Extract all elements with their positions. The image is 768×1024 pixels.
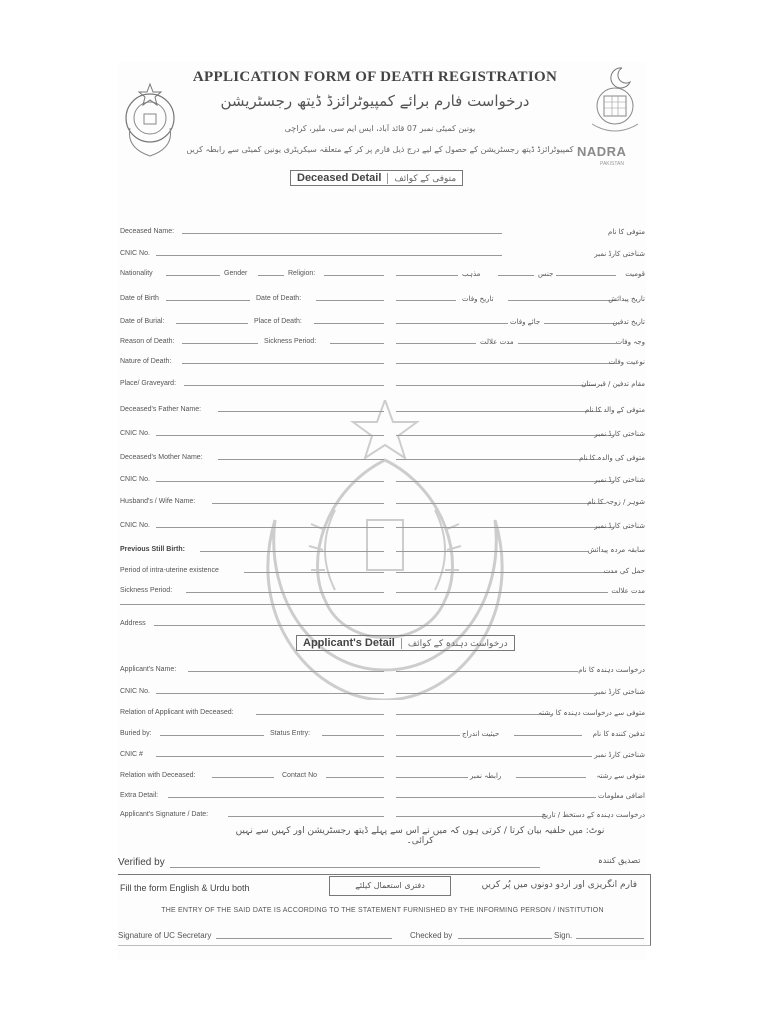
sickness-period-field[interactable] — [330, 343, 384, 344]
row-buried-by — [120, 724, 645, 738]
sickness-field[interactable] — [186, 592, 384, 593]
still-birth-field[interactable] — [200, 551, 384, 552]
row-intrauterine — [120, 561, 645, 575]
nadra-subtext: PAKISTAN — [600, 161, 624, 167]
deceased-cnic-urdu: شناختی کارڈ نمبر — [594, 250, 645, 258]
place-graveyard-label: Place/ Graveyard: — [120, 380, 177, 387]
urdu-subtitle-1: یونین کمیٹی نمبر 07 قائد آباد، ایس ایم سی، ملیر، کراچی — [284, 124, 476, 133]
row-relation-with-deceased — [120, 766, 645, 780]
reason-of-death-field[interactable] — [182, 343, 258, 344]
date-of-death-urdu: تاریخ وفات — [462, 295, 494, 303]
row-sickness-period — [120, 581, 645, 595]
row-still-birth — [120, 540, 645, 554]
place-graveyard-urdu: مقام تدفین / قبرستان — [581, 380, 645, 388]
sickness-label: Sickness Period: — [120, 587, 173, 594]
applicant-name-label: Applicant's Name: — [120, 666, 177, 673]
nationality-label: Nationality — [120, 270, 153, 277]
applicant-cnic-field[interactable] — [156, 693, 384, 694]
row-applicant-signature — [120, 805, 645, 819]
relation-with-deceased-field[interactable] — [212, 777, 274, 778]
row-father-cnic — [120, 424, 645, 438]
intrauterine-field[interactable] — [244, 572, 384, 573]
contact-no-field[interactable] — [326, 777, 384, 778]
row-father-name — [120, 400, 645, 414]
deceased-detail-urdu: متوفی کے کوائف — [387, 173, 456, 184]
uc-secretary-signature-label: Signature of UC Secretary — [118, 931, 212, 940]
place-of-death-field[interactable] — [314, 323, 384, 324]
spouse-cnic-urdu: شناختی کارڈ نمبر — [594, 522, 645, 530]
relation-with-deceased-label: Relation with Deceased: — [120, 772, 196, 779]
row-applicant-name — [120, 660, 645, 674]
place-graveyard-field[interactable] — [184, 385, 384, 386]
urdu-title: درخواست فارم برائے کمپیوٹرائزڈ ڈیتھ رجسٹریشن — [220, 92, 530, 110]
entry-statement: THE ENTRY OF THE SAID DATE IS ACCORDING TO THE STATEMENT FURNISHED BY THE INFORMING PERSON / INSTITUTION — [161, 907, 604, 914]
cnic-hash-label: CNIC # — [120, 751, 143, 758]
declaration-note: نوٹ: میں حلفیہ بیان کرتا / کرتی ہوں کہ میں نے اس سے پہلے ڈیتھ رجسٹریشن اور کہیں سے نہیں کرائی۔ — [235, 826, 605, 846]
deceased-cnic-label: CNIC No. — [120, 250, 150, 257]
sickness-urdu: مدت علالت — [611, 587, 645, 595]
row-applicant-relation — [120, 703, 645, 717]
mother-name-field[interactable] — [218, 459, 384, 460]
applicant-name-urdu: درخواست دہندہ کا نام — [578, 666, 645, 674]
cnic-hash-field[interactable] — [156, 756, 384, 757]
address-label: Address — [120, 620, 146, 627]
father-cnic-field[interactable] — [156, 435, 384, 436]
father-name-field[interactable] — [218, 411, 384, 412]
row-office-signatures — [118, 927, 648, 941]
applicant-signature-label: Applicant's Signature / Date: — [120, 811, 209, 818]
spouse-name-label: Husband's / Wife Name: — [120, 498, 196, 505]
applicant-signature-urdu: درخواست دہندہ کے دستخط / تاریخ — [541, 811, 645, 819]
office-use-label: دفتری استعمال کیلئے — [329, 876, 451, 896]
row-deceased-cnic — [120, 244, 645, 258]
checked-by-field[interactable] — [458, 938, 552, 939]
verified-by-field[interactable] — [170, 867, 540, 868]
intrauterine-urdu: حمل کی مدت — [603, 567, 645, 575]
sickness-period-label: Sickness Period: — [264, 338, 317, 345]
row-date-of-burial — [120, 312, 645, 326]
deceased-detail-label: Deceased Detail — [297, 172, 382, 184]
extra-detail-field[interactable] — [168, 797, 384, 798]
cnic-hash-urdu: شناختی کارڈ نمبر — [594, 751, 645, 759]
still-birth-label: Previous Still Birth: — [120, 546, 185, 553]
nationality-urdu: قومیت — [625, 270, 645, 278]
still-birth-urdu: سابقہ مردہ پیدائش — [587, 546, 645, 554]
status-entry-label: Status Entry: — [270, 730, 311, 737]
mother-name-label: Deceased's Mother Name: — [120, 454, 203, 461]
urdu-subtitle-2: کمپیوٹرائزڈ ڈیتھ رجسٹریشن کے حصول کے لیے درج ذیل فارم پر کر کے متعلقہ سیکریٹری یونین کمیٹی سے رابطہ کریں — [186, 145, 574, 154]
deceased-name-field[interactable] — [182, 233, 502, 234]
row-address — [120, 614, 645, 628]
spouse-name-urdu: شوہر / زوجہ کا نام — [587, 498, 645, 506]
row-nationality — [120, 264, 645, 278]
date-of-burial-urdu: تاریخ تدفین — [612, 318, 645, 326]
nature-of-death-label: Nature of Death: — [120, 358, 172, 365]
spouse-cnic-field[interactable] — [156, 527, 384, 528]
nadra-wordmark: NADRA — [577, 144, 627, 159]
applicant-cnic-urdu: شناختی کارڈ نمبر — [594, 688, 645, 696]
sign-field[interactable] — [576, 938, 644, 939]
status-entry-field[interactable] — [322, 735, 384, 736]
reason-of-death-urdu: وجہ وفات — [615, 338, 645, 346]
contact-no-urdu: رابطہ نمبر — [470, 772, 502, 780]
row-date-of-birth — [120, 289, 645, 303]
extra-detail-urdu: اضافی معلومات — [598, 792, 645, 800]
date-of-birth-label: Date of Birth — [120, 295, 159, 302]
row-cnic-hash — [120, 745, 645, 759]
checked-by-label: Checked by — [410, 931, 453, 940]
relation-with-deceased-urdu: متوفی سے رشتہ — [596, 772, 645, 780]
date-of-birth-urdu: تاریخ پیدائش — [608, 295, 645, 303]
applicant-signature-field[interactable] — [228, 816, 384, 817]
applicant-relation-label: Relation of Applicant with Deceased: — [120, 709, 234, 716]
mother-name-urdu: متوفی کی والدہ کا نام — [579, 454, 645, 462]
uc-secretary-signature-field[interactable] — [216, 938, 392, 939]
applicant-relation-urdu: متوفی سے درخواست دہندہ کا رشتہ — [538, 709, 645, 717]
applicant-detail-label: Applicant's Detail — [303, 637, 395, 649]
intrauterine-label: Period of intra-uterine existence — [120, 567, 219, 574]
spouse-cnic-label: CNIC No. — [120, 522, 150, 529]
deceased-name-label: Deceased Name: — [120, 228, 175, 235]
sign-label: Sign. — [554, 931, 573, 940]
fill-form-instruction-urdu: فارم انگریزی اور اردو دونوں میں پُر کریں — [481, 880, 637, 890]
date-of-death-field[interactable] — [316, 300, 384, 301]
religion-label: Religion: — [288, 270, 316, 277]
father-name-label: Deceased's Father Name: — [120, 406, 202, 413]
mother-cnic-field[interactable] — [156, 481, 384, 482]
father-name-urdu: متوفی کے والد کا نام — [584, 406, 645, 414]
deceased-cnic-field[interactable] — [156, 255, 502, 256]
date-of-burial-label: Date of Burial: — [120, 318, 165, 325]
place-of-death-urdu: جائے وفات — [510, 318, 541, 326]
buried-by-field[interactable] — [160, 735, 264, 736]
address-line-1 — [120, 604, 645, 605]
applicant-name-field[interactable] — [188, 671, 384, 672]
nature-of-death-field[interactable] — [182, 363, 384, 364]
applicant-detail-urdu: درخواست دہندہ کے کوائف — [401, 638, 508, 649]
nature-of-death-urdu: نوعیت وفات — [608, 358, 645, 366]
date-of-burial-field[interactable] — [176, 323, 248, 324]
fill-form-instruction: Fill the form English & Urdu both — [120, 883, 250, 893]
row-deceased-name — [120, 222, 645, 236]
buried-by-label: Buried by: — [120, 730, 152, 737]
row-extra-detail — [120, 786, 645, 800]
row-place-graveyard — [120, 374, 645, 388]
father-cnic-label: CNIC No. — [120, 430, 150, 437]
father-cnic-urdu: شناختی کارڈ نمبر — [594, 430, 645, 438]
date-of-birth-field[interactable] — [166, 300, 250, 301]
row-spouse-cnic — [120, 516, 645, 530]
mother-cnic-urdu: شناختی کارڈ نمبر — [594, 476, 645, 484]
gender-label: Gender — [224, 270, 248, 277]
buried-by-urdu: تدفین کنندہ کا نام — [592, 730, 645, 738]
row-applicant-cnic — [120, 682, 645, 696]
applicant-detail-heading — [296, 635, 515, 651]
applicant-relation-field[interactable] — [256, 714, 384, 715]
deceased-detail-heading — [290, 170, 463, 186]
mother-cnic-label: CNIC No. — [120, 476, 150, 483]
sickness-period-urdu: مدت علالت — [480, 338, 514, 346]
applicant-cnic-label: CNIC No. — [120, 688, 150, 695]
religion-urdu: مذہب — [462, 270, 481, 278]
religion-field[interactable] — [324, 275, 384, 276]
verified-by-urdu: تصدیق کنندہ — [598, 856, 641, 865]
status-entry-urdu: حیثیت اندراج — [462, 730, 500, 738]
verified-by-label: Verified by — [118, 857, 165, 868]
contact-no-label: Contact No — [282, 772, 318, 779]
row-nature-of-death — [120, 352, 645, 366]
gender-field[interactable] — [258, 275, 284, 276]
gender-urdu: جنس — [538, 270, 554, 278]
spouse-name-field[interactable] — [212, 503, 384, 504]
address-field[interactable] — [154, 625, 645, 626]
reason-of-death-label: Reason of Death: — [120, 338, 175, 345]
row-mother-cnic — [120, 470, 645, 484]
row-spouse-name — [120, 492, 645, 506]
date-of-death-label: Date of Death: — [256, 295, 302, 302]
place-of-death-label: Place of Death: — [254, 318, 302, 325]
deceased-name-urdu: متوفی کا نام — [608, 228, 645, 236]
row-mother-name — [120, 448, 645, 462]
nationality-field[interactable] — [166, 275, 220, 276]
row-reason-of-death — [120, 332, 645, 346]
form-title: APPLICATION FORM OF DEATH REGISTRATION — [192, 69, 558, 85]
extra-detail-label: Extra Detail: — [120, 792, 159, 799]
